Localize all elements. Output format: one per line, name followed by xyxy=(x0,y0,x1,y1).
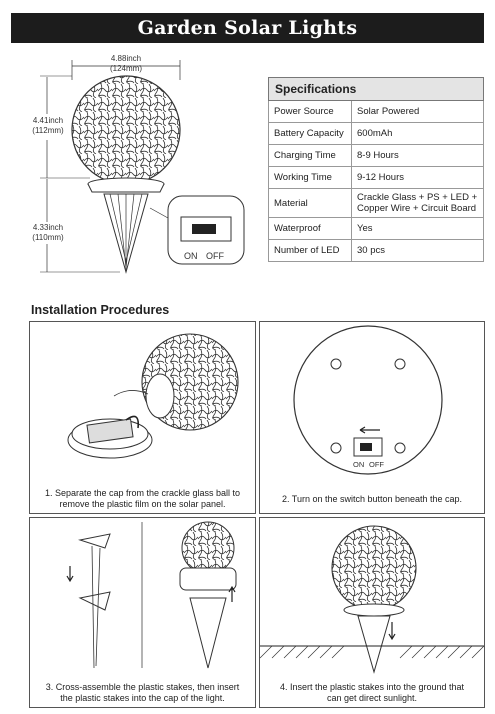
spec-key: Power Source xyxy=(269,101,352,123)
spec-value: 600mAh xyxy=(352,123,484,145)
step-1-caption xyxy=(34,488,251,510)
spec-key: Waterproof xyxy=(269,218,352,240)
spec-value: 30 pcs xyxy=(352,240,484,262)
step-2-on-label: ON xyxy=(353,460,365,469)
step-2-line1: 2. Turn on the switch button beneath the cap. xyxy=(281,494,463,504)
width-inch-label: 4.88inch xyxy=(110,54,142,63)
stake-height-inch-label: 4.33inch xyxy=(32,223,64,232)
spec-value: Solar Powered xyxy=(352,101,484,123)
step-4-panel xyxy=(259,517,485,708)
switch-off-label: OFF xyxy=(206,251,224,261)
specifications-table xyxy=(268,77,484,262)
step-4-caption xyxy=(264,682,480,704)
step-3-illustration xyxy=(30,518,255,678)
spec-value: Crackle Glass + PS + LED + Copper Wire + Circuit Board xyxy=(352,189,484,218)
stake-height-dimension xyxy=(26,223,70,243)
ball-height-dimension xyxy=(26,116,70,136)
spec-key: Material xyxy=(269,189,352,218)
step-1-line1: 1. Separate the cap from the crackle glass ball to xyxy=(44,488,241,498)
step-3-line2: the plastic stakes into the cap of the light. xyxy=(60,693,225,703)
ball-height-inch-label: 4.41inch xyxy=(32,116,64,125)
spec-row xyxy=(269,101,484,123)
step-4-line2: can get direct sunlight. xyxy=(326,693,418,703)
step-3-panel xyxy=(29,517,256,708)
width-dimension xyxy=(96,54,156,74)
spec-value: Yes xyxy=(352,218,484,240)
step-3-caption xyxy=(34,682,251,704)
spec-row xyxy=(269,123,484,145)
step-2-off-label: OFF xyxy=(369,460,384,469)
spec-row xyxy=(269,145,484,167)
spec-row xyxy=(269,218,484,240)
ball-height-mm-label: (112mm) xyxy=(32,126,64,135)
switch-on-label: ON xyxy=(184,251,198,261)
spec-key: Charging Time xyxy=(269,145,352,167)
step-3-line1: 3. Cross-assemble the plastic stakes, then insert xyxy=(45,682,240,692)
width-mm-label: (124mm) xyxy=(109,64,142,73)
title-banner: Garden Solar Lights xyxy=(11,13,484,43)
spec-row xyxy=(269,240,484,262)
spec-value: 8-9 Hours xyxy=(352,145,484,167)
step-1-panel xyxy=(29,321,256,514)
step-2-illustration xyxy=(260,322,484,482)
spec-key: Battery Capacity xyxy=(269,123,352,145)
step-1-illustration xyxy=(30,322,255,482)
step-1-line2: remove the plastic film on the solar panel. xyxy=(59,499,226,509)
step-2-caption xyxy=(264,494,480,505)
spec-key: Number of LED xyxy=(269,240,352,262)
step-2-panel xyxy=(259,321,485,514)
specifications-heading: Specifications xyxy=(269,78,484,101)
installation-heading: Installation Procedures xyxy=(31,303,170,317)
spec-row xyxy=(269,167,484,189)
step-4-illustration xyxy=(260,518,484,678)
spec-value: 9-12 Hours xyxy=(352,167,484,189)
step-4-line1: 4. Insert the plastic stakes into the ground that xyxy=(279,682,465,692)
spec-row xyxy=(269,189,484,218)
spec-key: Working Time xyxy=(269,167,352,189)
stake-height-mm-label: (110mm) xyxy=(32,233,64,242)
